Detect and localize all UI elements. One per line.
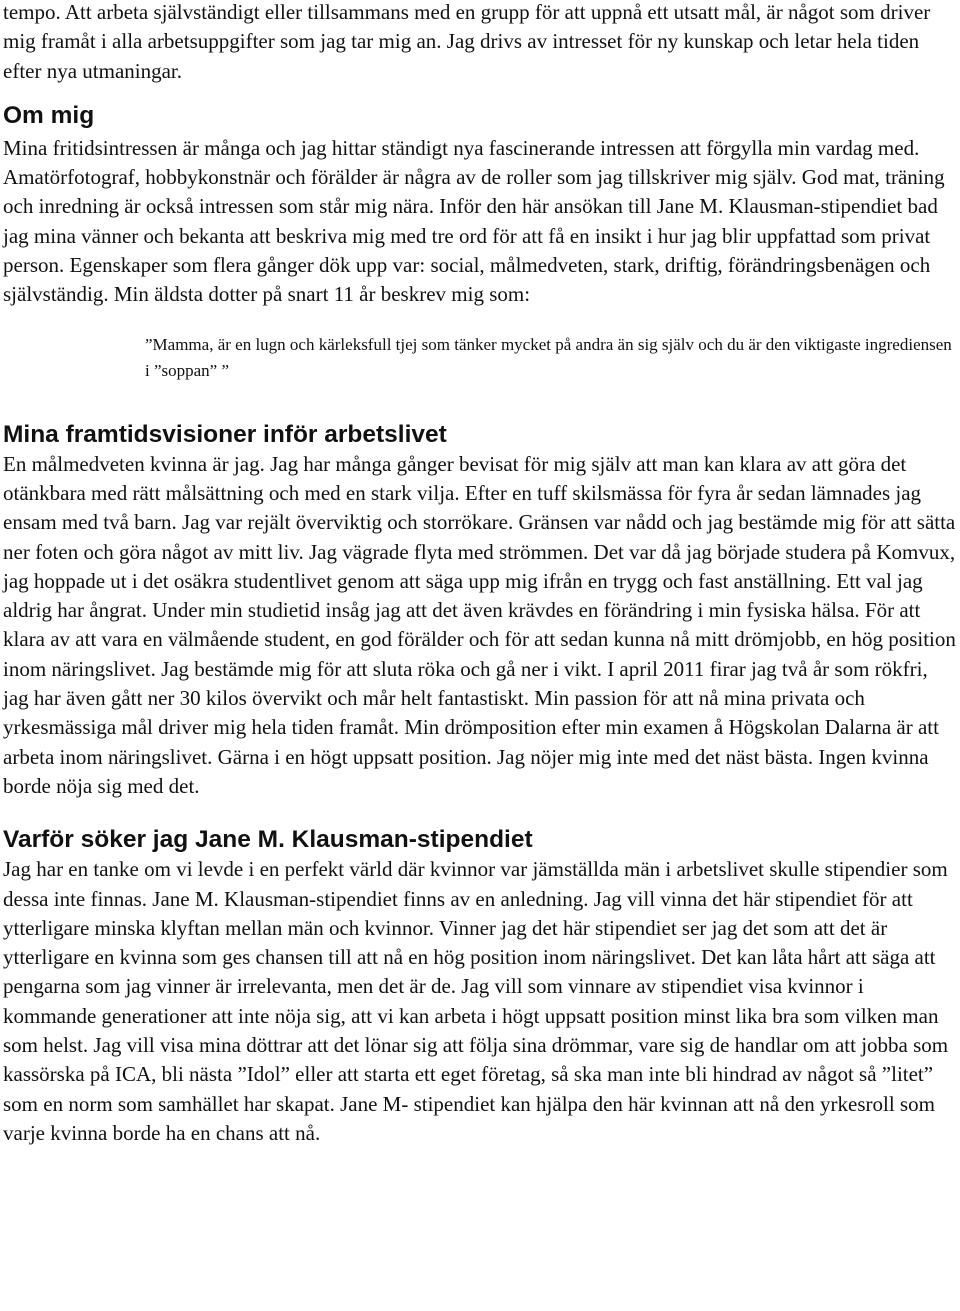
visions-paragraph: En målmedveten kvinna är jag. Jag har många gånger bevisat för mig själv att man kan klara av att göra det otänkbara med rätt målsättning och med en stark vilja. Efter en tuff skilsmässa för fyra år sedan lämnades jag ensam med två barn. Jag var rejält överviktig och storrökare. Gränsen var nådd och jag bestämde mig för att sätta ner foten och göra något av mitt liv. Jag vägrade flyta med strömmen. Det var då jag började studera på Komvux, jag hoppade ut i det osäkra studentlivet genom att säga upp mig ifrån en trygg och fast anställning. Ett val jag aldrig har ångrat. Under min studietid insåg jag att det även krävdes en förändring i min fysiska hälsa. För att klara av att vara en välmående student, en god förälder och för att sedan kunna nå mitt drömjobb, en hög position inom näringslivet. Jag bestämde mig för att sluta röka och gå ner i vikt. I april 2011 firar jag två år som rökfri, jag har även gått ner 30 kilos övervikt och mår helt fantastiskt. Min passion för att nå mina privata och yrkesmässiga mål driver mig hela tiden framåt. Min drömposition efter min examen å Högskolan Dalarna är att arbeta inom näringslivet. Gärna i en högt uppsatt position. Jag nöjer mig inte med det näst bästa. Ingen kvinna borde nöja sig med det. — [3, 451, 956, 798]
about-heading: Om mig — [3, 101, 95, 129]
intro-paragraph: tempo. Att arbeta självständigt eller tillsammans med en grupp för att uppnå ett utsatt mål, är något som driver mig framåt i alla arbetsuppgifter som jag tar mig an. Jag drivs av intresset för ny kunskap och letar hela tiden efter nya utmaningar. — [3, 0, 931, 83]
document-page — [3, 0, 958, 1148]
daughter-quote: ”Mamma, är en lugn och kärleksfull tjej som tänker mycket på andra än sig själv och du är den viktigaste ingrediensen i ”soppan” ” — [145, 334, 952, 380]
about-paragraph: Mina fritidsintressen är många och jag hittar ständigt nya fascinerande intressen att förgylla min vardag med. Amatörfotograf, hobbykonstnär och förälder är några av de roller som jag tillskriver mig själv. God mat, träning och inredning är också intressen som står mig nära. Inför den här ansökan till Jane M. Klausman-stipendiet bad jag mina vänner och bekanta att beskriva mig med tre ord för att få en insikt i hur jag blir uppfattad som privat person. Egenskaper som flera gånger dök upp var: social, målmedveten, stark, driftig, förändringsbenägen och självständig. Min äldsta dotter på snart 11 år beskrev mig som: — [3, 135, 945, 307]
why-paragraph: Jag har en tanke om vi levde i en perfekt värld där kvinnor var jämställda män i arbetslivet skulle stipendier som dessa inte finnas. Jane M. Klausman-stipendiet finns av en anledning. Jag vill vinna det här stipendiet för att ytterligare minska klyftan mellan män och kvinnor. Vinner jag det här stipendiet ser jag det som att det är ytterligare en kvinna som ges chansen till att nå en hög position inom näringslivet. Det kan låta hårt att säga att pengarna som jag vinner är irrelevanta, men det är de. Jag vill som vinnare av stipendiet visa kvinnor i kommande generationer att inte nöja sig, att vi kan arbeta i högt uppsatt position minst lika bra som vilken man som helst. Jag vill visa mina döttrar att det lönar sig att följa sina drömmar, vare sig de handlar om att jobba som kassörska på ICA, bli nästa ”Idol” eller att starta ett eget företag, så ska man inte bli hindrad av något så ”litet” som en norm som samhället har skapat. Jane M- stipendiet kan hjälpa den här kvinnan att nå den yrkesroll som varje kvinna borde ha en chans att nå. — [3, 857, 949, 1145]
why-heading: Varför söker jag Jane M. Klausman-stipendiet — [3, 826, 533, 854]
visions-heading: Mina framtidsvisioner inför arbetslivet — [3, 420, 447, 448]
